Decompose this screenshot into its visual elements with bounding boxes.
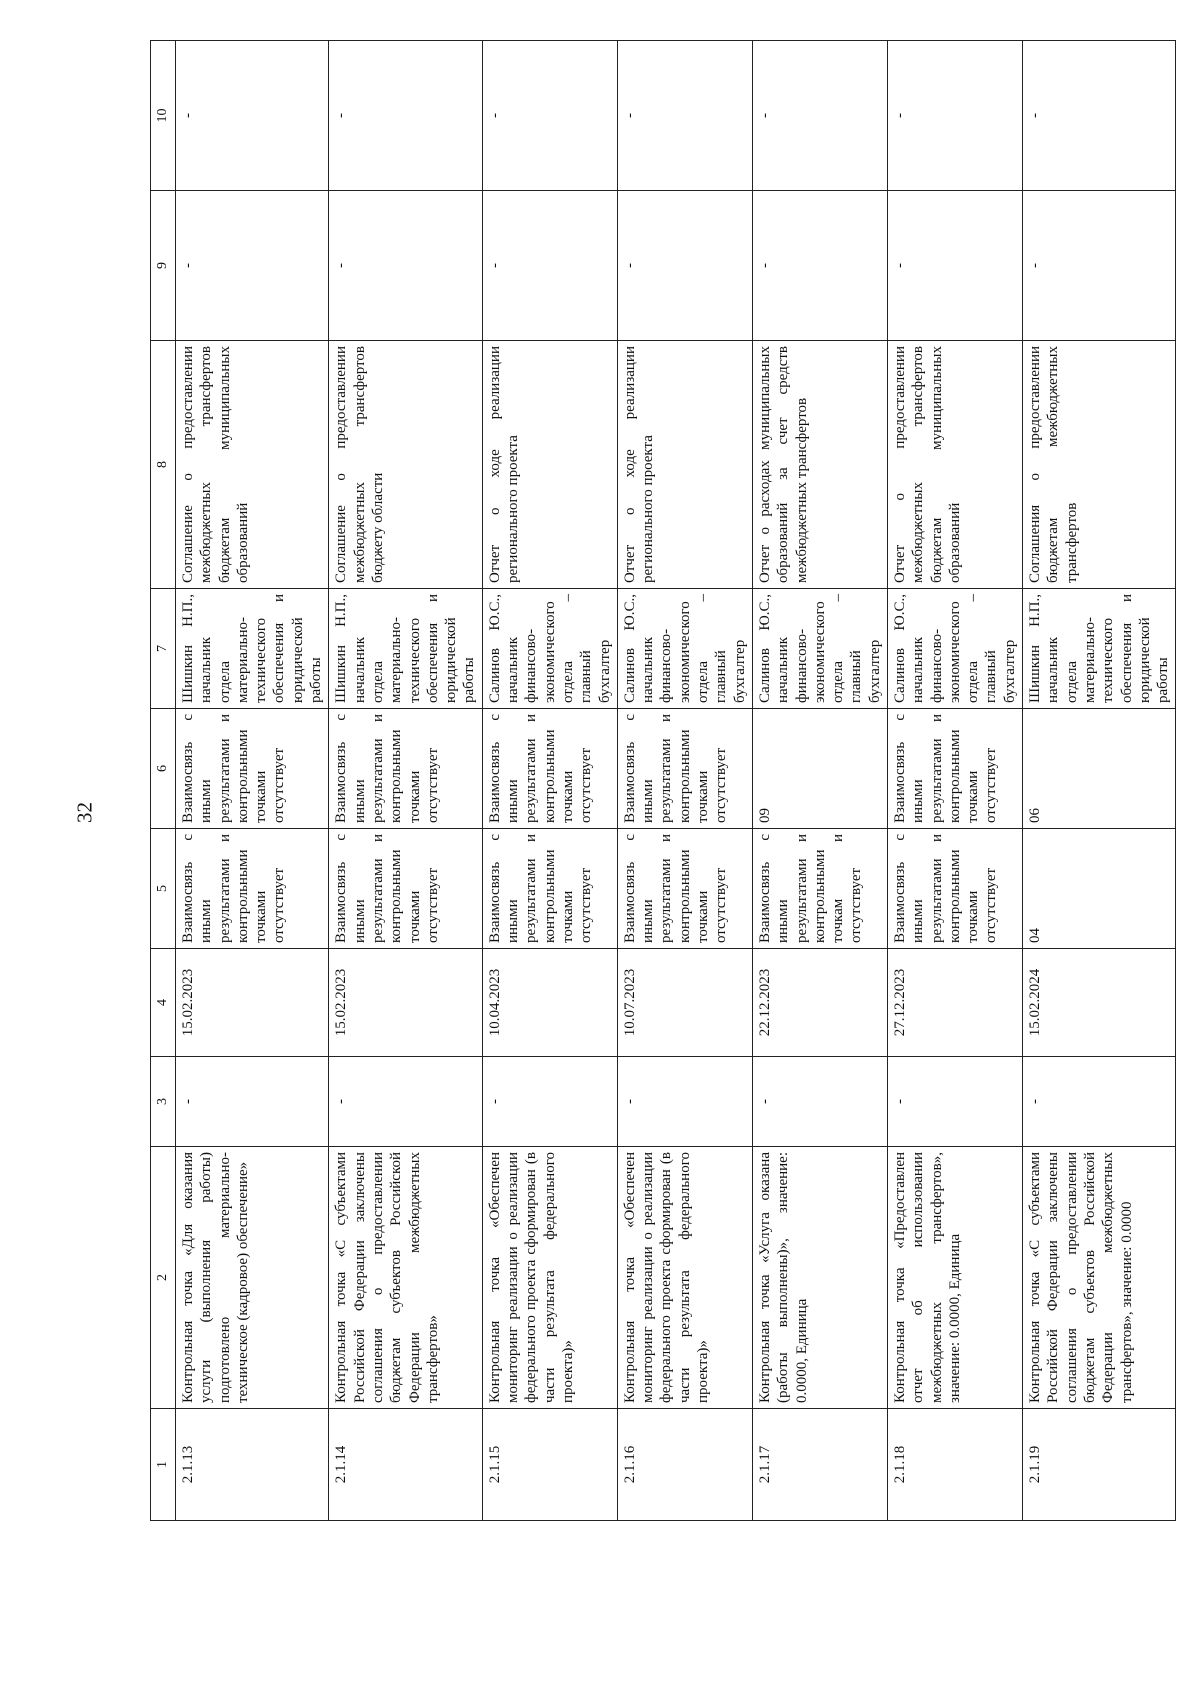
due-date-cell: 15.02.2024 [1023,949,1176,1057]
col3-cell: - [482,1057,617,1147]
col5-cell: 04 [1023,829,1176,949]
col3-cell: - [1023,1057,1176,1147]
responsible-person-cell: Шишкин Н.П., начальник отдела материально-технического обеспечения и юридической работы [176,589,329,709]
col10-cell: - [176,41,329,191]
col6-cell: Взаимосвязь с иными результатами и контрольными точками отсутствует [176,709,329,829]
document-cell: Соглашения о предоставлении бюджетам межбюджетных трансфертов [1023,341,1176,589]
col9-cell: - [617,191,752,341]
table-row [482,41,617,1521]
page-number: 32 [72,802,97,823]
col5-cell: Взаимосвязь с иными результатами и контрольными точками отсутствует [617,829,752,949]
col6-cell: 06 [1023,709,1176,829]
row-number-cell: 2.1.15 [482,1409,617,1521]
col3-cell: - [752,1057,887,1147]
due-date-cell: 22.12.2023 [752,949,887,1057]
col9-cell: - [752,191,887,341]
col3-cell: - [887,1057,1022,1147]
control-point-name-cell: Контрольная точка «С субъектами Российской Федерации заключены соглашения о предоставлении бюджетам субъектов Российской Федерации межбюджетных трансфертов», значение: 0.0000 [1023,1147,1176,1409]
column-header: 10 [151,41,176,191]
responsible-person-cell: Салинов Ю.С., начальник финансово-экономического отдела – главный бухгалтер [482,589,617,709]
control-point-name-cell: Контрольная точка «Предоставлен отчет об использовании межбюджетных трансфертов», значение: 0.0000, Единица [887,1147,1022,1409]
col9-cell: - [887,191,1022,341]
due-date-cell: 15.02.2023 [329,949,482,1057]
column-header: 1 [151,1409,176,1521]
col3-cell: - [176,1057,329,1147]
document-cell: Отчет о расходах муниципальных образований за счет средств межбюджетных трансфертов [752,341,887,589]
column-header: 7 [151,589,176,709]
due-date-cell: 10.04.2023 [482,949,617,1057]
table-row [617,41,752,1521]
control-points-table [150,40,1176,1521]
column-header: 2 [151,1147,176,1409]
document-cell: Отчет о ходе реализации регионального проекта [617,341,752,589]
responsible-person-cell: Салинов Ю.С., начальник финансово-экономического отдела – главный бухгалтер [752,589,887,709]
col10-cell: - [752,41,887,191]
col9-cell: - [176,191,329,341]
column-header: 8 [151,341,176,589]
row-number-cell: 2.1.13 [176,1409,329,1521]
responsible-person-cell: Салинов Ю.С., начальник финансово-экономического отдела – главный бухгалтер [617,589,752,709]
due-date-cell: 10.07.2023 [617,949,752,1057]
responsible-person-cell: Салинов Ю.С., начальник финансово-экономического отдела – главный бухгалтер [887,589,1022,709]
responsible-person-cell: Шишкин Н.П., начальник отдела материально-технического обеспечения и юридической работы [1023,589,1176,709]
table-row [752,41,887,1521]
col5-cell: Взаимосвязь с иными результатами и контрольными точкам и отсутствует [752,829,887,949]
row-number-cell: 2.1.14 [329,1409,482,1521]
col6-cell: Взаимосвязь с иными результатами и контрольными точками отсутствует [617,709,752,829]
col10-cell: - [329,41,482,191]
col10-cell: - [617,41,752,191]
col6-cell: Взаимосвязь с иными результатами и контрольными точками отсутствует [482,709,617,829]
col10-cell: - [482,41,617,191]
col5-cell: Взаимосвязь с иными результатами и контрольными точками отсутствует [176,829,329,949]
col6-cell: Взаимосвязь с иными результатами и контрольными точками отсутствует [329,709,482,829]
col9-cell: - [482,191,617,341]
col3-cell: - [329,1057,482,1147]
col5-cell: Взаимосвязь с иными результатами и контрольными точками отсутствует [887,829,1022,949]
row-number-cell: 2.1.17 [752,1409,887,1521]
col3-cell: - [617,1057,752,1147]
column-header: 9 [151,191,176,341]
row-number-cell: 2.1.19 [1023,1409,1176,1521]
due-date-cell: 15.02.2023 [176,949,329,1057]
table-row [329,41,482,1521]
control-point-name-cell: Контрольная точка «С субъектами Российской Федерации заключены соглашения о предоставлении бюджетам субъектов Российской Федерации межбюджетных трансфертов» [329,1147,482,1409]
document-cell: Соглашение о предоставлении межбюджетных трансфертов бюджетам муниципальных образований [176,341,329,589]
col10-cell: - [1023,41,1176,191]
column-header: 3 [151,1057,176,1147]
rotated-page [150,41,1172,1521]
due-date-cell: 27.12.2023 [887,949,1022,1057]
document-cell: Отчет о ходе реализации регионального проекта [482,341,617,589]
col9-cell: - [1023,191,1176,341]
row-number-cell: 2.1.18 [887,1409,1022,1521]
col5-cell: Взаимосвязь с иными результатами и контрольными точками отсутствует [482,829,617,949]
table-header-row [151,41,176,1521]
col10-cell: - [887,41,1022,191]
column-header: 5 [151,829,176,949]
column-header: 6 [151,709,176,829]
table-row [887,41,1022,1521]
column-header: 4 [151,949,176,1057]
document-cell: Отчет о предоставлении межбюджетных трансфертов бюджетам муниципальных образований [887,341,1022,589]
control-point-name-cell: Контрольная точка «Услуга оказана (работы выполнены)», значение: 0.0000, Единица [752,1147,887,1409]
row-number-cell: 2.1.16 [617,1409,752,1521]
col6-cell: 09 [752,709,887,829]
col9-cell: - [329,191,482,341]
col5-cell: Взаимосвязь с иными результатами и контрольными точками отсутствует [329,829,482,949]
table-row [176,41,329,1521]
control-point-name-cell: Контрольная точка «Обеспечен мониторинг реализации о реализации федерального проекта сформирован (в части результата федерального проекта)» [617,1147,752,1409]
col6-cell: Взаимосвязь с иными результатами и контрольными точками отсутствует [887,709,1022,829]
control-point-name-cell: Контрольная точка «Обеспечен мониторинг реализации о реализации федерального проекта сформирован (в части результата федерального проекта)» [482,1147,617,1409]
table-row [1023,41,1176,1521]
document-cell: Соглашение о предоставлении межбюджетных трансфертов бюджету области [329,341,482,589]
control-point-name-cell: Контрольная точка «Для оказания услуги (выполнения работы) подготовлено материально-техническое (кадровое) обеспечение» [176,1147,329,1409]
responsible-person-cell: Шишкин Н.П., начальник отдела материально-технического обеспечения и юридической работы [329,589,482,709]
